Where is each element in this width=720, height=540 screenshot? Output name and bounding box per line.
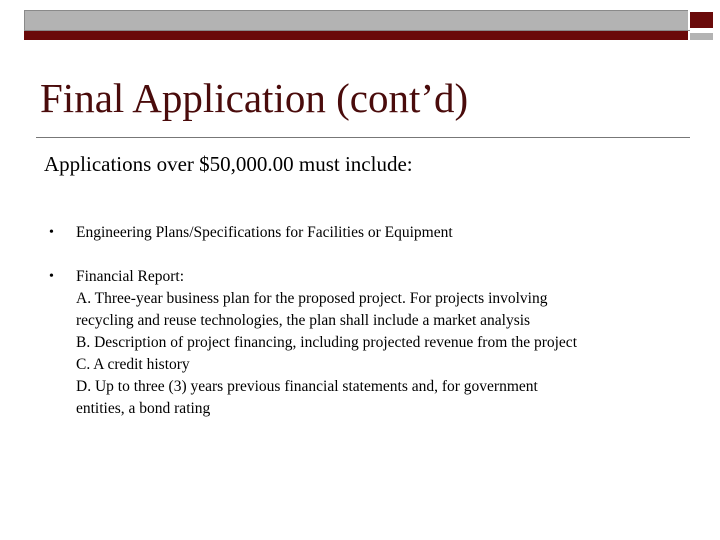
bullet-text-line: Engineering Plans/Specifications for Facilities or Equipment [76, 224, 453, 241]
slide-title: Final Application (cont’d) [40, 75, 469, 121]
bullet-item-engineering-plans [46, 222, 706, 244]
bullet-text-line: recycling and reuse technologies, the plan shall include a market analysis [76, 312, 531, 329]
header-corner-square-top [688, 10, 715, 30]
bullet-text-line: C. A credit history [76, 356, 190, 373]
bullet-text-line: B. Description of project financing, including projected revenue from the project [76, 334, 577, 351]
header-corner-square-bottom [688, 31, 715, 42]
header-red-bar [24, 31, 688, 40]
bullet-text-line: entities, a bond rating [76, 400, 211, 417]
bullet-list [46, 222, 706, 420]
bullet-text-line: D. Up to three (3) years previous financial statements and, for government [76, 378, 538, 395]
bullet-item-financial-report [46, 266, 706, 420]
header-grey-bar [24, 10, 690, 31]
slide-intro: Applications over $50,000.00 must include: [44, 152, 413, 176]
title-divider [36, 137, 690, 138]
bullet-dot-icon: • [49, 269, 54, 284]
bullet-text-line: Financial Report: [76, 268, 185, 285]
bullet-text-line: A. Three-year business plan for the proposed project. For projects involving [76, 290, 548, 307]
bullet-dot-icon: • [49, 225, 54, 240]
